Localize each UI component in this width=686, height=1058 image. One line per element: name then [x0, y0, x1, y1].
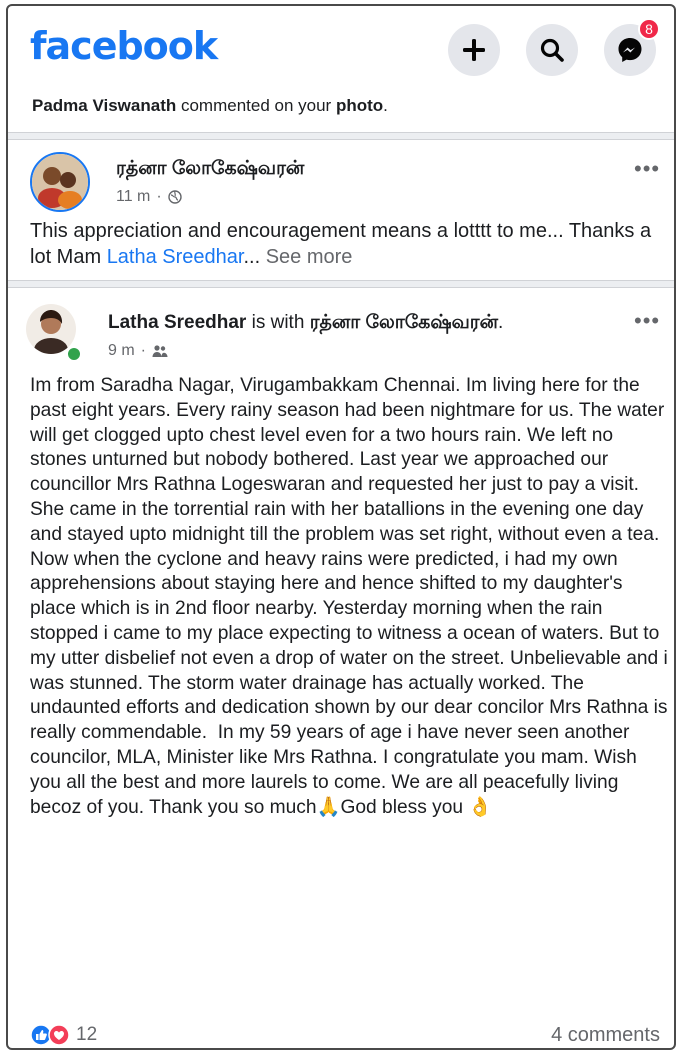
post-body-text: Im from Saradha Nagar, Virugambakkam Chennai. Im living here for the past eight years. Every rainy season had been nightmare for us. The water will get clogged upto chest level even for a two hours rain. We left no stones unturned but nobody bothered. Last year we approached our councillor Mrs Rathna Logeswaran and requested her just to pay a visit. She came in the torrential rain with her batallions in the evening one day and stayed upto midnight till the problem was set right, without even a tea. Now when the cyclone and heavy rains were predicted, i had my own apprehensions about staying here and hence shifted to my daughter's place which is in 2nd floor nearby. Yesterday morning when the rain stopped i came to my place expecting to witness a ocean of waters. But to my utter disbelief not even a drop of water on the street. Unbelievable and i was stunned. The storm water drainage has actually worked. The undaunted efforts and dedication shown by our dear concilor Mrs Rathna is really commendable. In my 59 years of age i have never seen another councilor, MLA, Minister like Mrs Rathna. I congratulate you mam. Wish you all the best and more laurels to come. We are all peacefully living becoz of you. Thank you so much🙏God bless you 👌	[30, 375, 668, 818]
avatar-photo-icon	[32, 154, 88, 210]
notification-summary[interactable]	[32, 96, 388, 116]
comment-meta	[116, 188, 182, 206]
comments-count-link[interactable]: 4 comments	[551, 1024, 660, 1046]
notification-object[interactable]: photo	[335, 96, 384, 115]
messenger-badge: 8	[638, 18, 660, 40]
online-status-dot	[66, 346, 82, 362]
comment-more-options[interactable]: •••	[634, 156, 661, 181]
plus-icon	[461, 37, 487, 63]
create-button[interactable]	[448, 24, 500, 76]
post-author-name[interactable]: Latha Sreedhar	[108, 312, 247, 333]
meta-dot: ·	[140, 342, 146, 359]
post-tagged-end: .	[498, 312, 504, 333]
divider	[8, 280, 674, 288]
messenger-button[interactable]	[604, 21, 656, 76]
comment-text	[30, 218, 660, 270]
post-time[interactable]: 9 m	[108, 342, 135, 359]
meta-dot: ·	[156, 188, 162, 205]
reaction-icons	[30, 1024, 70, 1046]
love-reaction-icon	[48, 1024, 70, 1046]
phone-frame	[6, 4, 676, 1050]
comment-body: This appreciation and encouragement means a lotttt to me... Thanks a lot Mam	[30, 220, 652, 268]
post-header	[108, 312, 503, 336]
comment-time[interactable]: 11 m	[116, 188, 151, 205]
notification-end: .	[383, 96, 388, 115]
reaction-count: 12	[76, 1024, 98, 1045]
divider	[8, 132, 674, 140]
friends-icon	[152, 344, 168, 358]
comment-ellipsis: ...	[243, 246, 261, 268]
globe-icon	[168, 190, 182, 204]
reactions-summary[interactable]	[30, 1024, 97, 1046]
top-bar	[8, 6, 674, 86]
post-tagged-name[interactable]: ரத்னா லோகேஷ்வரன்	[309, 312, 499, 333]
comment-mention[interactable]: Latha Sreedhar	[106, 246, 244, 268]
post-more-options[interactable]: •••	[634, 308, 661, 333]
messenger-icon	[616, 36, 644, 64]
search-button[interactable]	[526, 24, 578, 76]
notification-actor[interactable]: Padma Viswanath	[32, 96, 177, 115]
comment-author-avatar[interactable]	[30, 152, 90, 212]
see-more-link[interactable]: See more	[260, 246, 353, 268]
notification-middle: commented on your	[176, 96, 336, 115]
search-icon	[539, 37, 565, 63]
comment-author-name[interactable]: ரத்னா லோகேஷ்வரன்	[116, 158, 305, 179]
facebook-logo[interactable]: facebook	[30, 24, 218, 68]
post-meta	[108, 342, 168, 360]
post-with-text: is with	[246, 312, 310, 333]
